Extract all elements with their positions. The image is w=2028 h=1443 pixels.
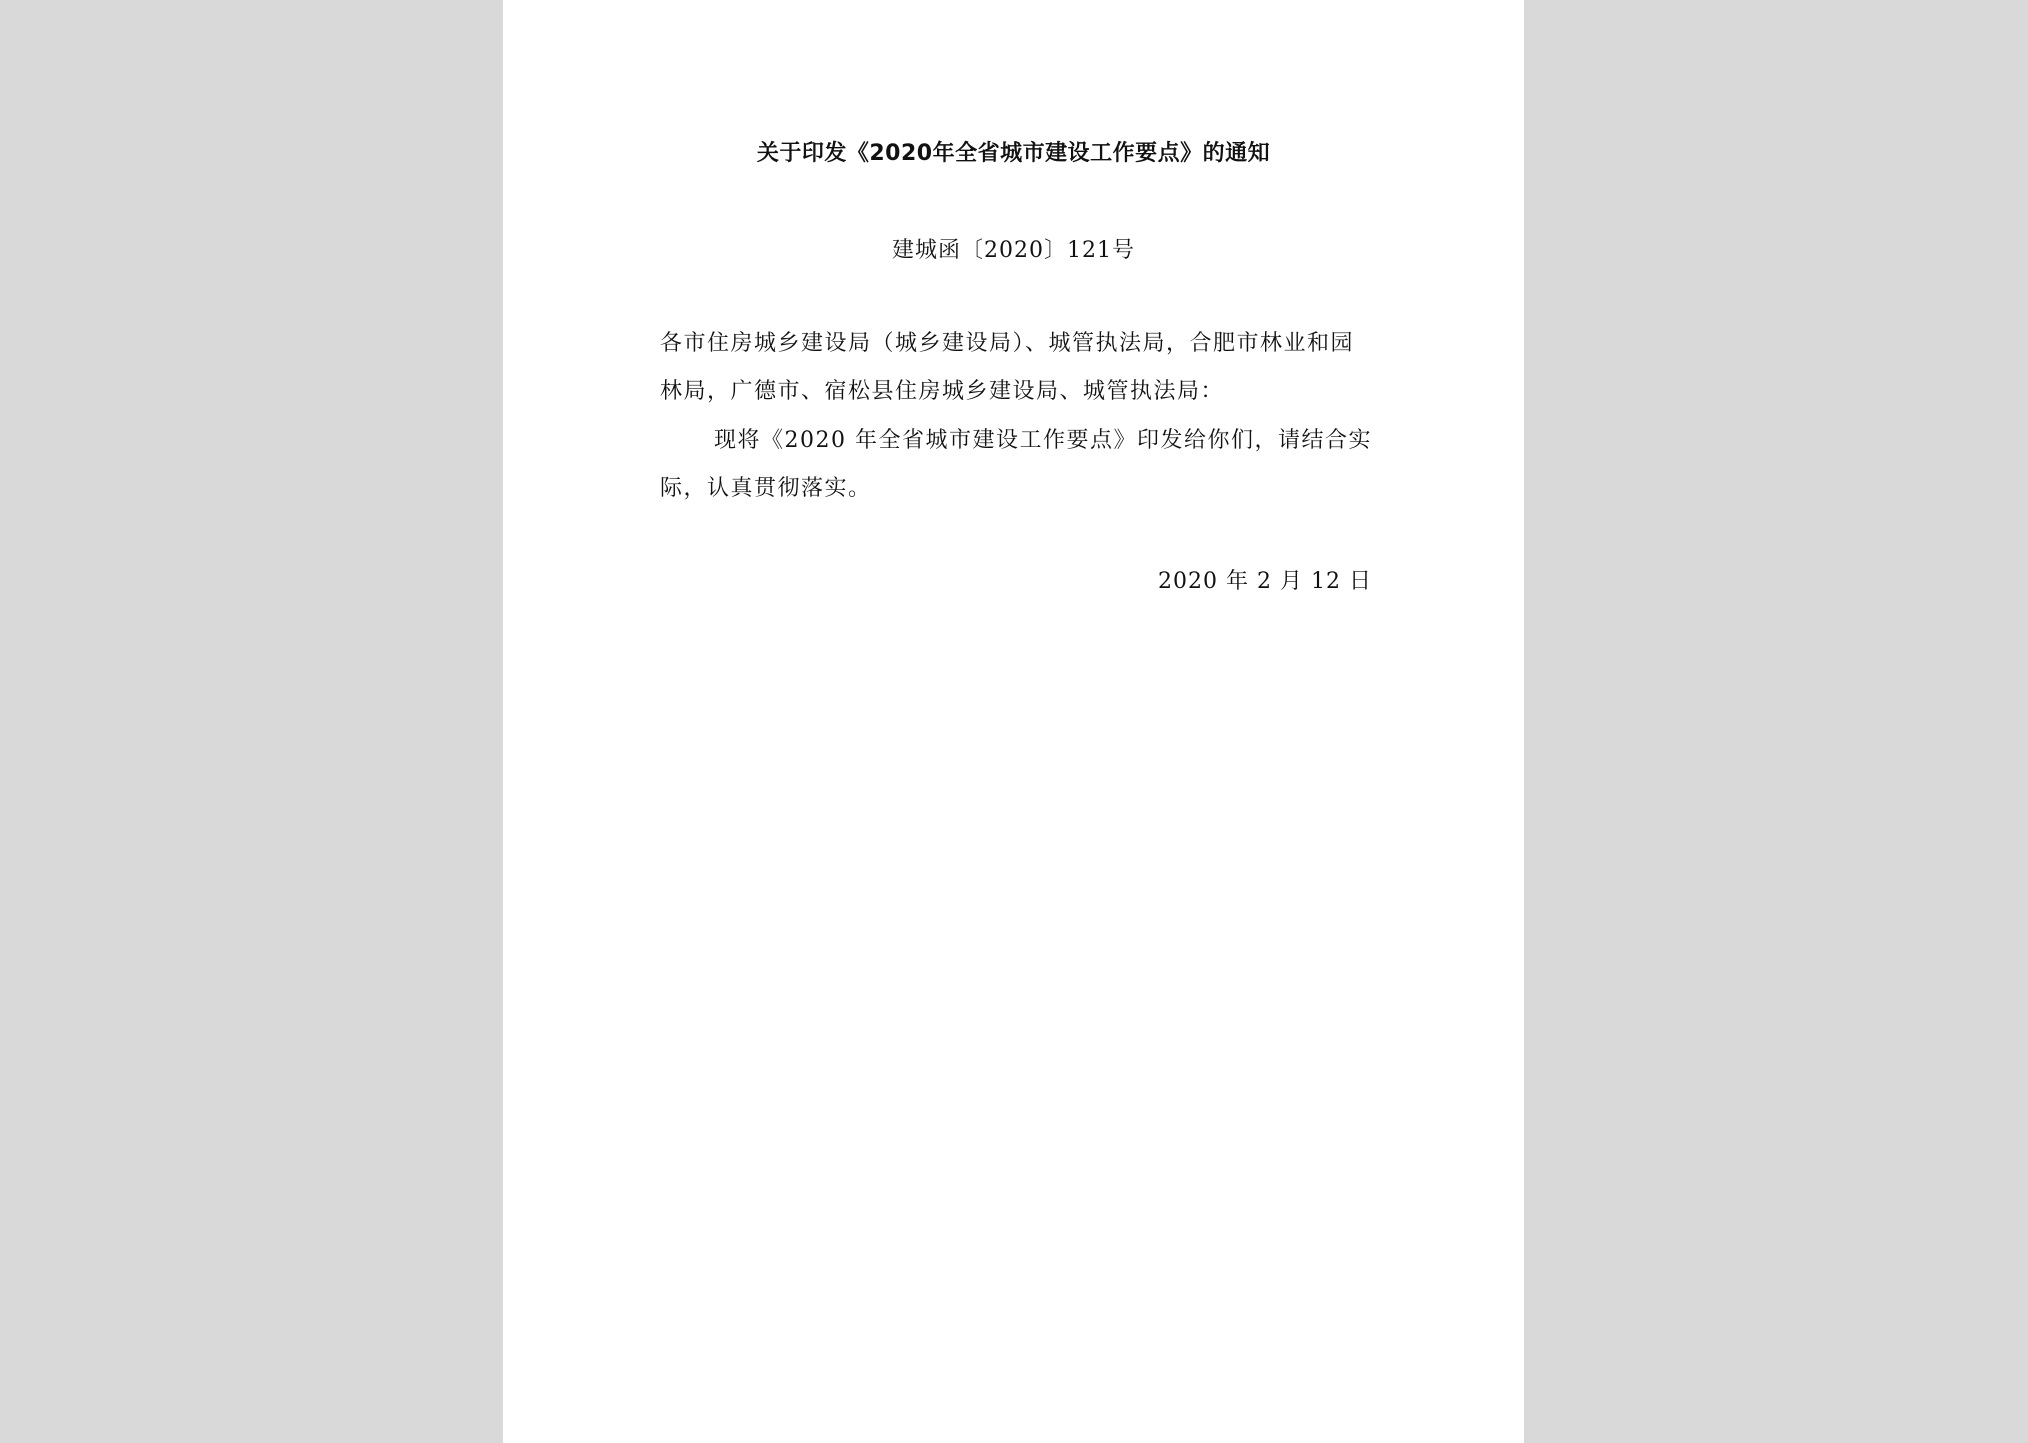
document-date: 2020 年 2 月 12 日 <box>1158 569 1372 594</box>
document-title: 关于印发《2020年全省城市建设工作要点》的通知 <box>756 141 1271 166</box>
document-number: 建城函〔2020〕121号 <box>892 238 1135 263</box>
document-page <box>503 0 1524 1443</box>
recipients-paragraph: 各市住房城乡建设局（城乡建设局）、城管执法局，合肥市林业和园林局，广德市、宿松县住房城乡建设局、城管执法局： <box>660 331 1355 404</box>
content-paragraph: 现将《2020 年全省城市建设工作要点》印发给你们，请结合实际，认真贯彻落实。 <box>660 428 1372 501</box>
